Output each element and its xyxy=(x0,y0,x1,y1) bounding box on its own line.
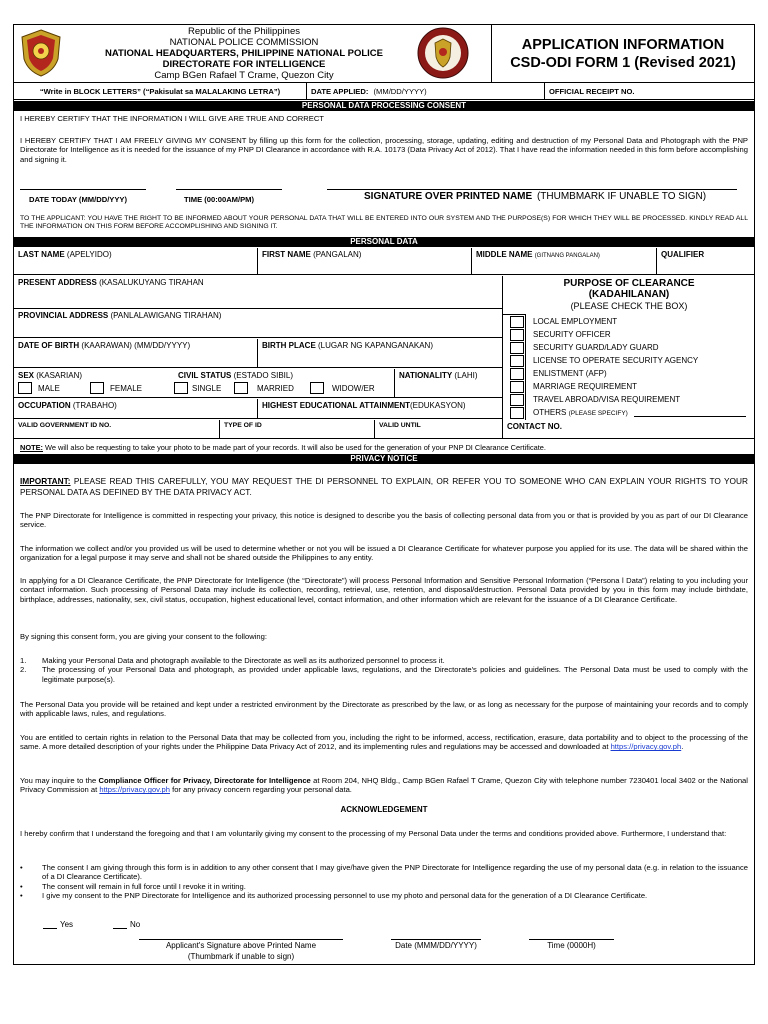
applicant-rights-note: TO THE APPLICANT: YOU HAVE THE RIGHT TO BE INFORMED ABOUT YOUR PERSONAL DATA THAT WILL BE ENTERED INTO OUR SYSTEM AND THE PURPOSE(S) FOR WHICH THEY WILL BE PROCESSED. KINDLY READ ALL THE INFORMATION ON THIS FORM BEFORE ACCOMPLISHING AND SIGNING IT. xyxy=(20,215,748,231)
middle-name-tl: (GITNANG PANGALAN) xyxy=(534,253,600,259)
nationality-label: NATIONALITY xyxy=(399,371,453,380)
widower-label: WIDOW/ER xyxy=(332,384,375,393)
id-row xyxy=(14,420,754,439)
consent-header: PERSONAL DATA PROCESSING CONSENT xyxy=(14,101,754,111)
security-officer-checkbox[interactable] xyxy=(510,329,524,341)
married-label: MARRIED xyxy=(257,384,294,393)
security-guard-checkbox[interactable] xyxy=(510,342,524,354)
ack-bullet-1: The consent I am giving through this form is in addition to any other consent that I may give/have given the PNP Directorate for Intelligence regarding the use of my personal data (e.g. in relation to the issuance of a DI Clearance Certificate). xyxy=(42,863,748,882)
signature-label xyxy=(364,191,706,202)
privacy-p2: The information we collect and/or you provided us will be used to determine whether or not you will be issued a DI Clearance Certificate for whatever purpose you applied for its use. The data will be shared within the organization for a legal purpose it may serve and shall not be shared outside the Philippines to any entity. xyxy=(20,544,748,563)
napolcom-seal-icon xyxy=(20,29,62,77)
privacy-p7c: at Room 204, NHQ Bldg., Camp BGen Rafael T Crame, Quezon City with telephone number 7230401 local 3402 or the National Privacy Commission at xyxy=(20,776,748,795)
middle-name-label: MIDDLE NAME xyxy=(476,250,533,259)
provincial-address-tl: (PANLALAWIGANG TIRAHAN) xyxy=(110,311,222,320)
birth-place-label: BIRTH PLACE xyxy=(262,341,316,350)
birth-row xyxy=(14,339,502,368)
instruction-row xyxy=(14,83,754,100)
date-applied-label: DATE APPLIED: xyxy=(311,87,369,96)
purpose-box-top xyxy=(502,314,525,315)
applicant-time-line[interactable] xyxy=(529,939,614,940)
widower-checkbox[interactable] xyxy=(310,382,324,394)
compliance-officer: Compliance Officer for Privacy, Directorate for Intelligence xyxy=(98,776,311,785)
important-notice xyxy=(20,476,748,497)
time-line[interactable] xyxy=(176,189,282,190)
male-label: MALE xyxy=(38,384,60,393)
purpose-security-officer: SECURITY OFFICER xyxy=(533,330,611,339)
travel-checkbox[interactable] xyxy=(510,394,524,406)
applicant-date-label: Date (MMM/DD/YYYY) xyxy=(395,941,477,950)
license-agency-checkbox[interactable] xyxy=(510,355,524,367)
note-label: NOTE: xyxy=(20,443,43,452)
privacy-p6: You are entitled to certain rights in relation to the Personal Data that may be collected from you, including the right to be informed, access, rectification, erasure, data portability and to object to the processing of the same. A more detailed description of your rights under the Philippine Data Privacy Act of 2012, and its implementing rules and regulations may be accessed and downloaded at https://privacy.gov.ph. xyxy=(20,733,748,752)
hq-line: NATIONAL HEADQUARTERS, PHILIPPINE NATIONAL POLICE xyxy=(105,48,383,59)
present-address-row xyxy=(14,276,502,309)
list-number-1: 1. xyxy=(20,656,27,665)
provincial-address-row xyxy=(14,309,502,338)
first-name-label: FIRST NAME xyxy=(262,250,311,259)
consent-list-item xyxy=(20,665,748,684)
single-label: SINGLE xyxy=(192,384,222,393)
dob-label: DATE OF BIRTH xyxy=(18,341,80,350)
male-checkbox[interactable] xyxy=(18,382,32,394)
ack-bullet-3: I give my consent to the PNP Directorate for Intelligence and its authorized processing personnel to use my photo and personal data for the generation of a DI Clearance Certificate. xyxy=(42,890,648,900)
privacy-p4: By signing this consent form, you are giving your consent to the following: xyxy=(20,632,267,641)
certify-true-text: I HEREBY CERTIFY THAT THE INFORMATION I WILL GIVE ARE TRUE AND CORRECT xyxy=(20,114,324,123)
purpose-others xyxy=(533,408,628,417)
list-number-2: 2. xyxy=(20,665,27,675)
date-applied-format: (MM/DD/YYYY) xyxy=(373,87,427,96)
first-name-field[interactable] xyxy=(257,248,471,274)
privacy-p3: In applying for a DI Clearance Certificate, the PNP Directorate for Intelligence (the “Directorate”) will process Personal Information and Sensitive Personal Information (“Persona l Data”) relating to you including your contact information. Such processing of Personal Data may include its collection, recording, retrieval, use, retention, and disposal/destruction. Personal Data provided by you in this form may include birthdate, birthplace, addresses, nationality, sex, civil status, occupation, highest educational level, contact information, and other information which are relevant for the issuance of a DI Clearance Certificate. xyxy=(20,576,748,604)
ack-bullet-item xyxy=(20,891,748,900)
yes-blank[interactable] xyxy=(43,928,57,929)
single-checkbox[interactable] xyxy=(174,382,188,394)
bullet-icon: • xyxy=(20,890,23,900)
female-checkbox[interactable] xyxy=(90,382,104,394)
contact-field[interactable]: CONTACT NO. xyxy=(502,420,754,438)
bullet-icon: • xyxy=(20,863,23,872)
signature-label-text: SIGNATURE OVER PRINTED NAME xyxy=(364,191,533,202)
civil-status-tl: (ESTADO SIBIL) xyxy=(233,371,293,380)
no-label: No xyxy=(130,920,141,929)
agency-block xyxy=(14,25,492,83)
commission-line: NATIONAL POLICE COMMISSION xyxy=(169,37,319,48)
occupation-label: OCCUPATION xyxy=(18,401,71,410)
others-specify-label: (PLEASE SPECIFY) xyxy=(568,410,628,417)
qualifier-field[interactable]: QUALIFIER xyxy=(656,248,754,274)
purpose-license-agency: LICENSE TO OPERATE SECURITY AGENCY xyxy=(533,356,699,365)
enlistment-checkbox[interactable] xyxy=(510,368,524,380)
applicant-signature-line[interactable] xyxy=(139,939,343,940)
official-receipt-field[interactable]: OFFICIAL RECEIPT NO. xyxy=(544,83,754,99)
purpose-security-guard: SECURITY GUARD/LADY GUARD xyxy=(533,343,659,352)
agency-text xyxy=(74,26,414,81)
camp-line: Camp BGen Rafael T Crame, Quezon City xyxy=(154,70,334,81)
name-row xyxy=(14,248,754,275)
privacy-p7d: for any privacy concern regarding your personal data. xyxy=(169,785,352,795)
ack-bullet-item xyxy=(20,863,748,882)
privacy-link[interactable]: https://privacy.gov.ph xyxy=(610,742,682,752)
education-field[interactable] xyxy=(257,399,502,418)
ack-bullet-2: The consent will remain in full force until I revoke it in writing. xyxy=(42,881,246,891)
dob-tl: (KAARAWAN) (MM/DD/YYYY) xyxy=(81,341,191,350)
occupation-row xyxy=(14,399,502,419)
privacy-p1: The PNP Directorate for Intelligence is committed in respecting your privacy, this notice is designed to describe you the basis of collecting personal data from you or that is provided by you as part of our DI Clearance service. xyxy=(20,511,748,530)
purpose-title-tl: (KADAHILANAN) xyxy=(588,289,670,300)
purpose-title-en: PURPOSE OF CLEARANCE xyxy=(563,278,695,289)
important-text: PLEASE READ THIS CAREFULLY, YOU MAY REQUEST THE DI PERSONNEL TO EXPLAIN, OR REFER YOU TO SOMEONE WHO CAN EXPLAIN YOUR RIGHTS TO YOUR PERSONAL DATA AS DEFINED BY THE DATA PRIVACY ACT. xyxy=(20,476,748,497)
consent-item-2: The processing of your Personal Data and photograph, as provided under applicable laws, regulations, and the Directorate's policies and guidelines. The Personal Data must be used to comply with the legitimate purpose(s). xyxy=(42,665,748,684)
provincial-address-label: PROVINCIAL ADDRESS xyxy=(18,311,109,320)
last-name-tl: (APELYIDO) xyxy=(66,250,112,259)
directorate-seal-icon xyxy=(417,27,469,79)
applicant-thumbmark-label: (Thumbmark if unable to sign) xyxy=(187,952,295,961)
sex-tl: (KASARIAN) xyxy=(36,371,83,380)
present-address-label: PRESENT ADDRESS xyxy=(18,278,97,287)
others-specify-line[interactable] xyxy=(634,416,746,417)
photo-note xyxy=(20,443,748,452)
signature-line[interactable] xyxy=(327,189,737,190)
type-id-field[interactable]: TYPE OF ID xyxy=(219,420,374,438)
civil-status-label: CIVIL STATUS xyxy=(178,371,232,380)
birth-place-tl: (LUGAR NG KAPANGANAKAN) xyxy=(318,341,433,350)
thumbmark-label-text: (THUMBMARK IF UNABLE TO SIGN) xyxy=(536,191,707,202)
privacy-p6-text: You are entitled to certain rights in relation to the Personal Data that may be collected from you, including the right to be informed, access, rectification, erasure, data portability and to object to the processing of the same. A more detailed description of your rights under the Philippine Data Privacy Act of 2012, and its implementing rules and regulations may be accessed and downloaded at xyxy=(20,733,748,752)
important-label: IMPORTANT: xyxy=(20,476,71,486)
provincial-address-field[interactable] xyxy=(14,309,502,337)
nationality-tl: (LAHI) xyxy=(454,371,478,380)
consent-list-item xyxy=(20,656,748,665)
last-name-field[interactable] xyxy=(14,248,257,274)
ack-bullet-item xyxy=(20,882,748,891)
privacy-p7a: You may inquire to the xyxy=(20,776,99,785)
purpose-box-divider xyxy=(525,314,526,420)
block-letters-note: “Write in BLOCK LETTERS” (“Pakisulat sa MALALAKING LETRA”) xyxy=(39,87,281,96)
npc-link[interactable]: https://privacy.gov.ph xyxy=(99,785,170,795)
present-address-field[interactable] xyxy=(14,276,502,308)
local-employment-checkbox[interactable] xyxy=(510,316,524,328)
certify-consent-text: I HEREBY CERTIFY THAT I AM FREELY GIVING MY CONSENT by filling up this form for the collection, processing, storage, updating, editing and destruction of my Personal Data and Photograph with the PNP Directorate for Intelligence as it is needed for the issuance of my PNP DI Clearance in accordance with R.A. 10173 (Data Privacy Act of 2012). That I have read the information needed in this form before accomplishing and signing it. xyxy=(20,136,748,164)
purpose-title xyxy=(504,278,754,300)
purpose-marriage: MARRIAGE REQUIREMENT xyxy=(533,382,638,391)
note-text: We will also be requesting to take your photo to be made part of your records. It will also be used for the generation of your PNP DI Clearance Certificate. xyxy=(43,443,546,452)
privacy-p5: The Personal Data you provide will be retained and kept under a restricted environment by the Directorate as prescribed by the law, or as long as necessary for the purpose of maintaining your records and to comply with applicable laws, rules, and regulations. xyxy=(20,700,748,719)
purpose-instruction: (PLEASE CHECK THE BOX) xyxy=(570,301,688,311)
republic-line: Republic of the Philippines xyxy=(188,26,300,37)
occupation-field[interactable] xyxy=(14,399,257,418)
yes-label: Yes xyxy=(60,920,74,929)
time-label: TIME (00:00AM/PM) xyxy=(184,195,255,204)
applicant-signature-label: Applicant's Signature above Printed Name xyxy=(165,941,317,950)
valid-until-field[interactable]: VALID UNTIL xyxy=(374,420,502,438)
purpose-enlistment: ENLISTMENT (AFP) xyxy=(533,369,607,378)
date-applied-field[interactable] xyxy=(306,83,544,99)
others-label: OTHERS xyxy=(533,408,567,417)
date-today-line[interactable] xyxy=(20,189,146,190)
application-form xyxy=(13,24,755,965)
first-name-tl: (PANGALAN) xyxy=(313,250,362,259)
birth-place-field[interactable] xyxy=(257,339,502,367)
education-tl: (EDUKASYON) xyxy=(410,401,466,410)
consent-item-1: Making your Personal Data and photograph available to the Directorate as well as its authorized personnel to process it. xyxy=(42,656,445,665)
date-today-label: DATE TODAY (MM/DD/YYY) xyxy=(29,195,128,204)
title-application: APPLICATION INFORMATION xyxy=(521,37,725,53)
form-header xyxy=(14,25,754,83)
consent-list xyxy=(20,656,748,684)
others-checkbox[interactable] xyxy=(510,407,524,419)
middle-name-field[interactable] xyxy=(471,248,656,274)
gov-id-field[interactable]: VALID GOVERNMENT ID NO. xyxy=(18,422,112,429)
purpose-travel: TRAVEL ABROAD/VISA REQUIREMENT xyxy=(533,395,681,404)
ack-bullets xyxy=(20,863,748,900)
applicant-time-label: Time (0000H) xyxy=(547,941,596,950)
present-address-tl: (KASALUKUYANG TIRAHAN xyxy=(99,278,204,287)
bullet-icon: • xyxy=(20,881,23,891)
no-blank[interactable] xyxy=(113,928,127,929)
privacy-notice-header: PRIVACY NOTICE xyxy=(14,454,754,464)
acknowledgement-text: I hereby confirm that I understand the foregoing and that I am voluntarily giving my consent to the processing of my Personal Data under the terms and conditions provided above. Furthermore, I understand that: xyxy=(20,829,727,838)
directorate-line: DIRECTORATE FOR INTELLIGENCE xyxy=(162,59,326,70)
marriage-checkbox[interactable] xyxy=(510,381,524,393)
acknowledgement-title: ACKNOWLEDGEMENT xyxy=(340,805,428,814)
dob-field[interactable] xyxy=(14,339,257,367)
female-label: FEMALE xyxy=(110,384,143,393)
nationality-field[interactable] xyxy=(394,369,502,397)
purpose-divider xyxy=(502,276,503,420)
education-label: HIGHEST EDUCATIONAL ATTAINMENT xyxy=(262,401,410,410)
title-form-number: CSD-ODI FORM 1 (Revised 2021) xyxy=(510,55,736,71)
form-title xyxy=(492,25,754,83)
occupation-tl: (TRABAHO) xyxy=(72,401,117,410)
purpose-local-employment: LOCAL EMPLOYMENT xyxy=(533,317,618,326)
personal-data-header: PERSONAL DATA xyxy=(14,237,754,247)
married-checkbox[interactable] xyxy=(234,382,248,394)
sex-label: SEX xyxy=(18,371,35,380)
applicant-date-line[interactable] xyxy=(391,939,481,940)
privacy-p7 xyxy=(20,776,748,795)
last-name-label: LAST NAME xyxy=(18,250,65,259)
